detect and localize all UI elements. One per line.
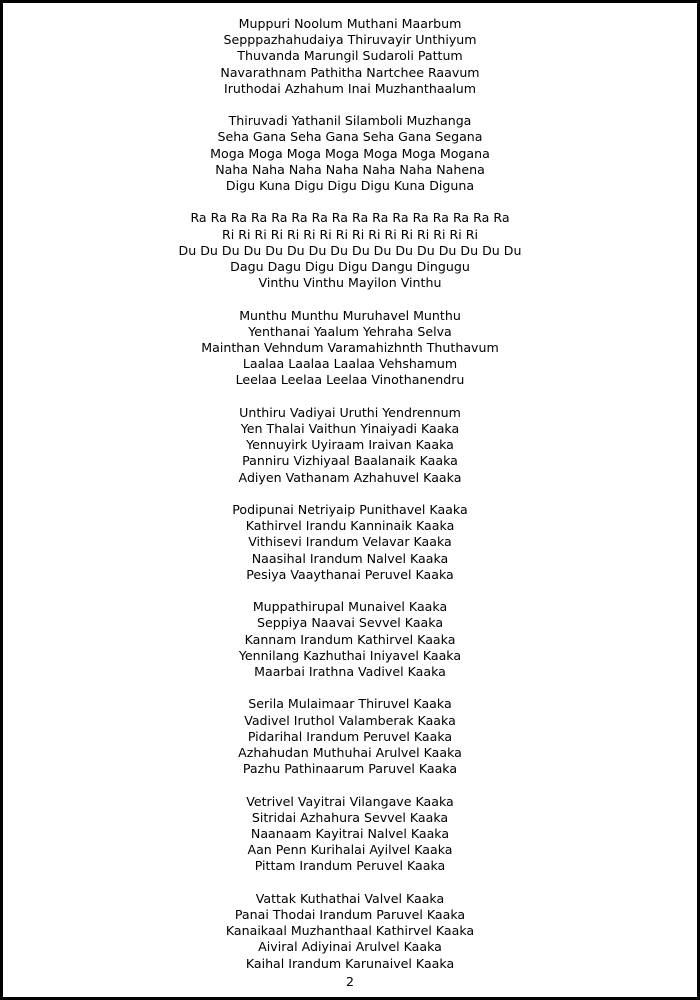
verse-line: Serila Mulaimaar Thiruvel Kaaka (248, 696, 452, 712)
verse-line: Panniru Vizhiyaal Baalanaik Kaaka (242, 453, 458, 469)
verse-line: Adiyen Vathanam Azhahuvel Kaaka (238, 469, 462, 485)
verse-line: Thiruvadi Yathanil Silamboli Muzhanga (228, 113, 472, 129)
verse-line: Yennuyirk Uyiraam Iraivan Kaaka (246, 437, 454, 453)
verse-line: Vinthu Vinthu Mayilon Vinthu (258, 275, 442, 291)
stanza (3, 891, 697, 972)
stanza (3, 308, 697, 389)
verse-line: Yenthanai Yaalum Yehraha Selva (248, 323, 452, 339)
verse-line: Laalaa Laalaa Laalaa Vehshamum (242, 356, 458, 372)
verse-line: Moga Moga Moga Moga Moga Moga Mogana (210, 145, 490, 161)
verse-line: Aiviral Adiyinai Arulvel Kaaka (258, 939, 442, 955)
verse-line: Vattak Kuthathai Valvel Kaaka (255, 890, 445, 906)
verse-line: Vadivel Iruthol Valamberak Kaaka (244, 712, 456, 728)
verse-line: Pittam Irandum Peruvel Kaaka (254, 858, 446, 874)
stanza (3, 599, 697, 680)
verse-line: Muppathirupal Munaivel Kaaka (252, 599, 448, 615)
verse-line: Digu Kuna Digu Digu Digu Kuna Diguna (225, 178, 475, 194)
verse-line: Ri Ri Ri Ri Ri Ri Ri Ri Ri Ri Ri Ri Ri Ri Ri Ri (221, 226, 479, 242)
verse-line: Dagu Dagu Digu Digu Dangu Dingugu (230, 259, 470, 275)
lyrics-body (3, 16, 697, 988)
stanza (3, 16, 697, 97)
verse-line: Maarbai Irathna Vadivel Kaaka (254, 664, 446, 680)
stanza (3, 210, 697, 291)
verse-line: Iruthodai Azhahum Inai Muzhanthaalum (223, 80, 477, 96)
verse-line: Panai Thodai Irandum Paruvel Kaaka (234, 907, 466, 923)
stanza (3, 794, 697, 875)
verse-line: Navarathnam Pathitha Nartchee Raavum (220, 64, 480, 80)
verse-line: Azhahudan Muthuhai Arulvel Kaaka (238, 745, 462, 761)
verse-line: Seha Gana Seha Gana Seha Gana Segana (217, 129, 483, 145)
stanza (3, 696, 697, 777)
verse-line: Ra Ra Ra Ra Ra Ra Ra Ra Ra Ra Ra Ra Ra Ra Ra Ra (190, 210, 510, 226)
verse-line: Podipunai Netriyaip Punithavel Kaaka (232, 502, 468, 518)
verse-line: Kathirvel Irandu Kanninaik Kaaka (245, 518, 455, 534)
verse-line: Yen Thalai Vaithun Yinaiyadi Kaaka (240, 421, 460, 437)
verse-line: Muppuri Noolum Muthani Maarbum (238, 16, 462, 31)
verse-line: Naanaam Kayitrai Nalvel Kaaka (250, 826, 450, 842)
stanza (3, 113, 697, 194)
verse-line: Aan Penn Kurihalai Ayilvel Kaaka (247, 842, 453, 858)
verse-line: Seppiya Naavai Sevvel Kaaka (256, 615, 444, 631)
verse-line: Vetrivel Vayitrai Vilangave Kaaka (246, 793, 454, 809)
verse-line: Leelaa Leelaa Leelaa Vinothanendru (235, 372, 465, 388)
verse-line: Sitridai Azhahura Sevvel Kaaka (251, 809, 449, 825)
verse-line: Naasihal Irandum Nalvel Kaaka (251, 550, 449, 566)
verse-line: Naha Naha Naha Naha Naha Naha Nahena (215, 161, 485, 177)
verse-line: Yennilang Kazhuthai Iniyavel Kaaka (238, 647, 462, 663)
verse-line: Munthu Munthu Muruhavel Munthu (239, 307, 461, 323)
verse-line: Du Du Du Du Du Du Du Du Du Du Du Du Du Du Du Du (178, 242, 522, 258)
verse-line: Sepppazhahudaiya Thiruvayir Unthiyum (223, 32, 477, 48)
verse-line: Thuvanda Marungil Sudaroli Pattum (237, 48, 463, 64)
verse-line: Pesiya Vaaythanai Peruvel Kaaka (246, 566, 454, 582)
verse-line: Mainthan Vehndum Varamahizhnth Thuthavum (201, 340, 499, 356)
stanza (3, 502, 697, 583)
verse-line: Pidarihal Irandum Peruvel Kaaka (247, 728, 453, 744)
verse-line: Vithisevi Irandum Velavar Kaaka (248, 534, 452, 550)
verse-line: Kanaikaal Muzhanthaal Kathirvel Kaaka (225, 923, 475, 939)
stanza (3, 405, 697, 486)
page-number: 2 (345, 974, 354, 989)
verse-line: Pazhu Pathinaarum Paruvel Kaaka (242, 761, 458, 777)
verse-line: Unthiru Vadiyai Uruthi Yendrennum (239, 404, 461, 420)
verse-line: Kannam Irandum Kathirvel Kaaka (244, 631, 456, 647)
verse-line: Kaihal Irandum Karunaivel Kaaka (245, 955, 455, 971)
